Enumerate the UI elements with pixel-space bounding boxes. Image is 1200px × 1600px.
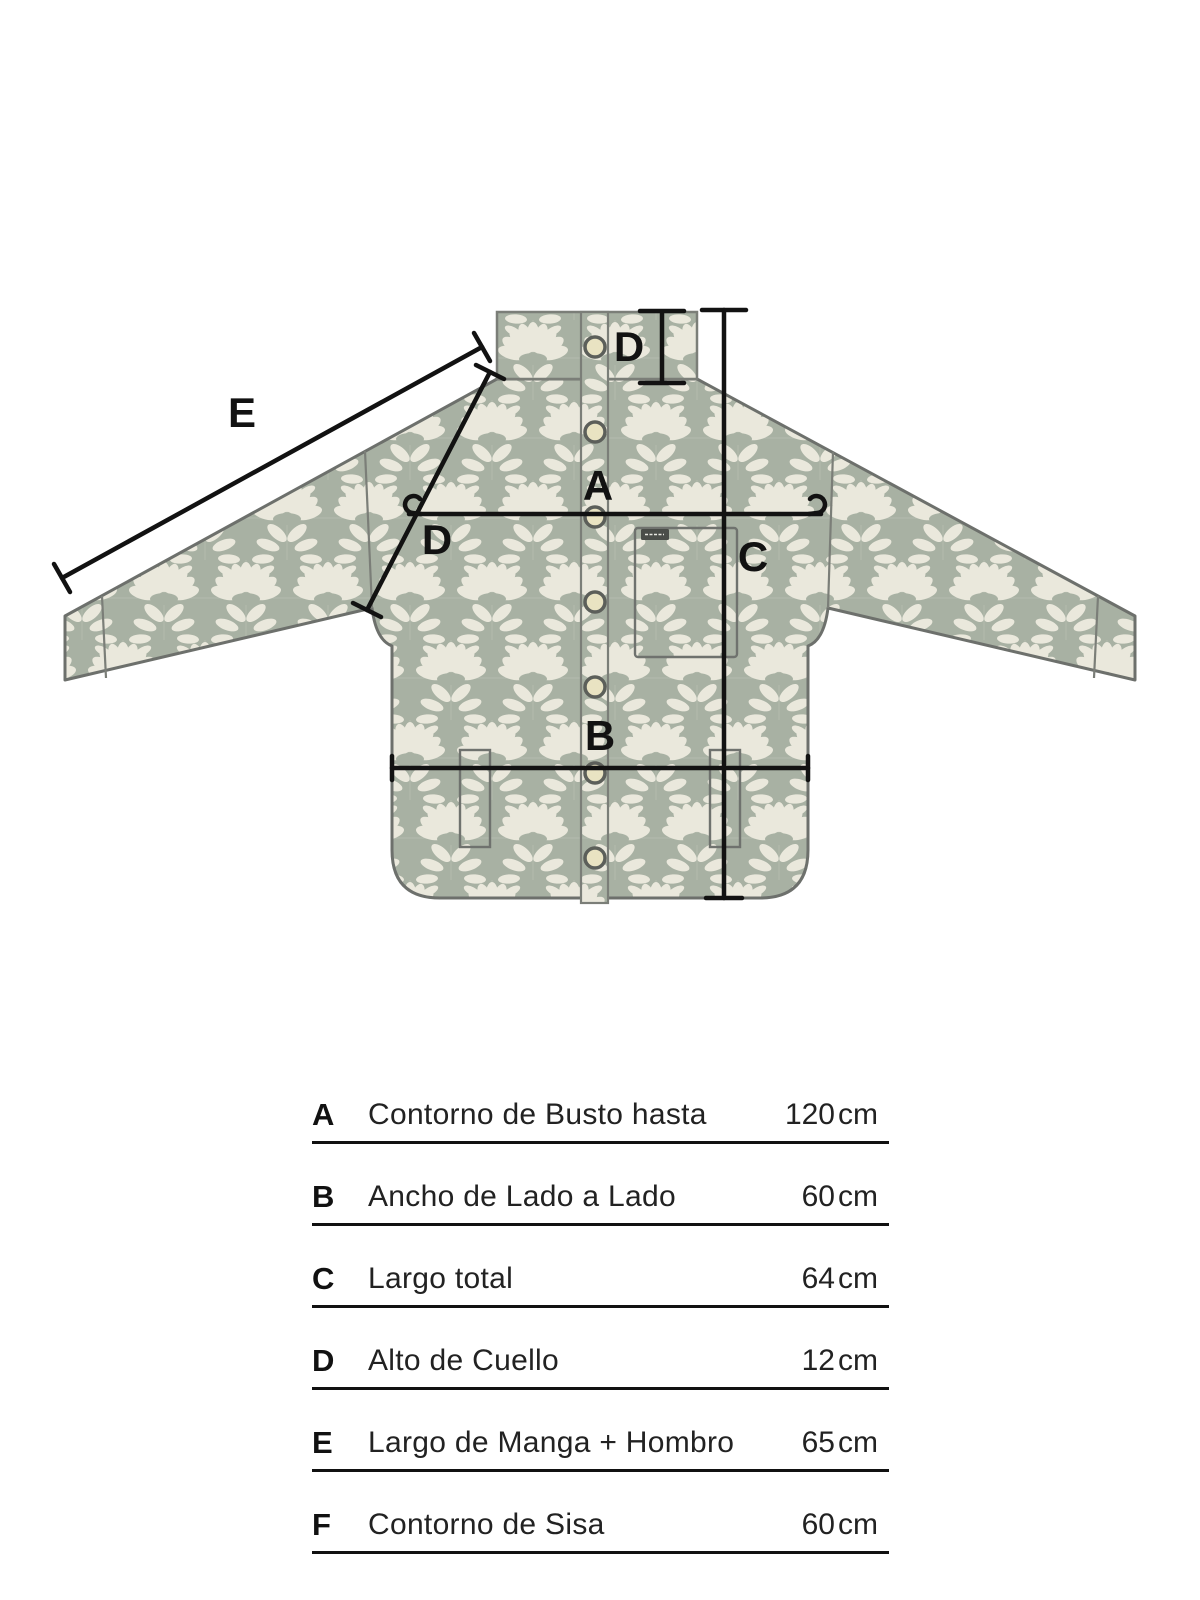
row-value: 65 cm bbox=[801, 1426, 878, 1459]
row-label: Contorno de Busto hasta bbox=[368, 1098, 707, 1131]
row-unit: cm bbox=[838, 1426, 878, 1459]
measure-label-e: E bbox=[227, 389, 257, 436]
measure-label-c: C bbox=[737, 533, 769, 580]
row-label: Alto de Cuello bbox=[368, 1344, 559, 1377]
row-unit: cm bbox=[838, 1180, 878, 1213]
button bbox=[585, 592, 605, 612]
measure-label-d-front: D bbox=[421, 516, 453, 563]
table-row bbox=[312, 1226, 889, 1308]
row-unit: cm bbox=[838, 1344, 878, 1377]
row-unit: cm bbox=[838, 1508, 878, 1541]
button bbox=[585, 337, 605, 357]
row-value: 64 cm bbox=[801, 1262, 878, 1295]
row-value: 60 cm bbox=[801, 1180, 878, 1213]
button bbox=[585, 677, 605, 697]
row-label: Ancho de Lado a Lado bbox=[368, 1180, 676, 1213]
row-letter: E bbox=[312, 1425, 333, 1460]
table-row bbox=[312, 1308, 889, 1390]
row-label: Contorno de Sisa bbox=[368, 1508, 605, 1541]
table-row bbox=[312, 1472, 889, 1554]
row-value: 60 cm bbox=[801, 1508, 878, 1541]
table-row bbox=[312, 1144, 889, 1226]
row-unit: cm bbox=[838, 1262, 878, 1295]
button bbox=[585, 422, 605, 442]
row-letter: B bbox=[312, 1179, 335, 1214]
table-row bbox=[312, 1062, 889, 1144]
brand-tag bbox=[641, 529, 669, 540]
row-letter: A bbox=[312, 1097, 335, 1132]
row-label: Largo total bbox=[368, 1262, 514, 1295]
measure-label-d-collar: D bbox=[613, 323, 645, 370]
row-unit: cm bbox=[838, 1098, 878, 1131]
garment bbox=[65, 312, 1135, 903]
row-letter: F bbox=[312, 1507, 331, 1542]
button bbox=[585, 848, 605, 868]
row-letter: C bbox=[312, 1261, 335, 1296]
measure-label-a: A bbox=[582, 462, 614, 509]
row-letter: D bbox=[312, 1343, 335, 1378]
row-value: 12 cm bbox=[801, 1344, 878, 1377]
button bbox=[585, 507, 605, 527]
size-table bbox=[312, 1062, 889, 1554]
measure-label-b: B bbox=[584, 712, 616, 759]
table-row bbox=[312, 1390, 889, 1472]
row-label: Largo de Manga + Hombro bbox=[368, 1426, 735, 1459]
row-value: 120 cm bbox=[784, 1098, 878, 1131]
